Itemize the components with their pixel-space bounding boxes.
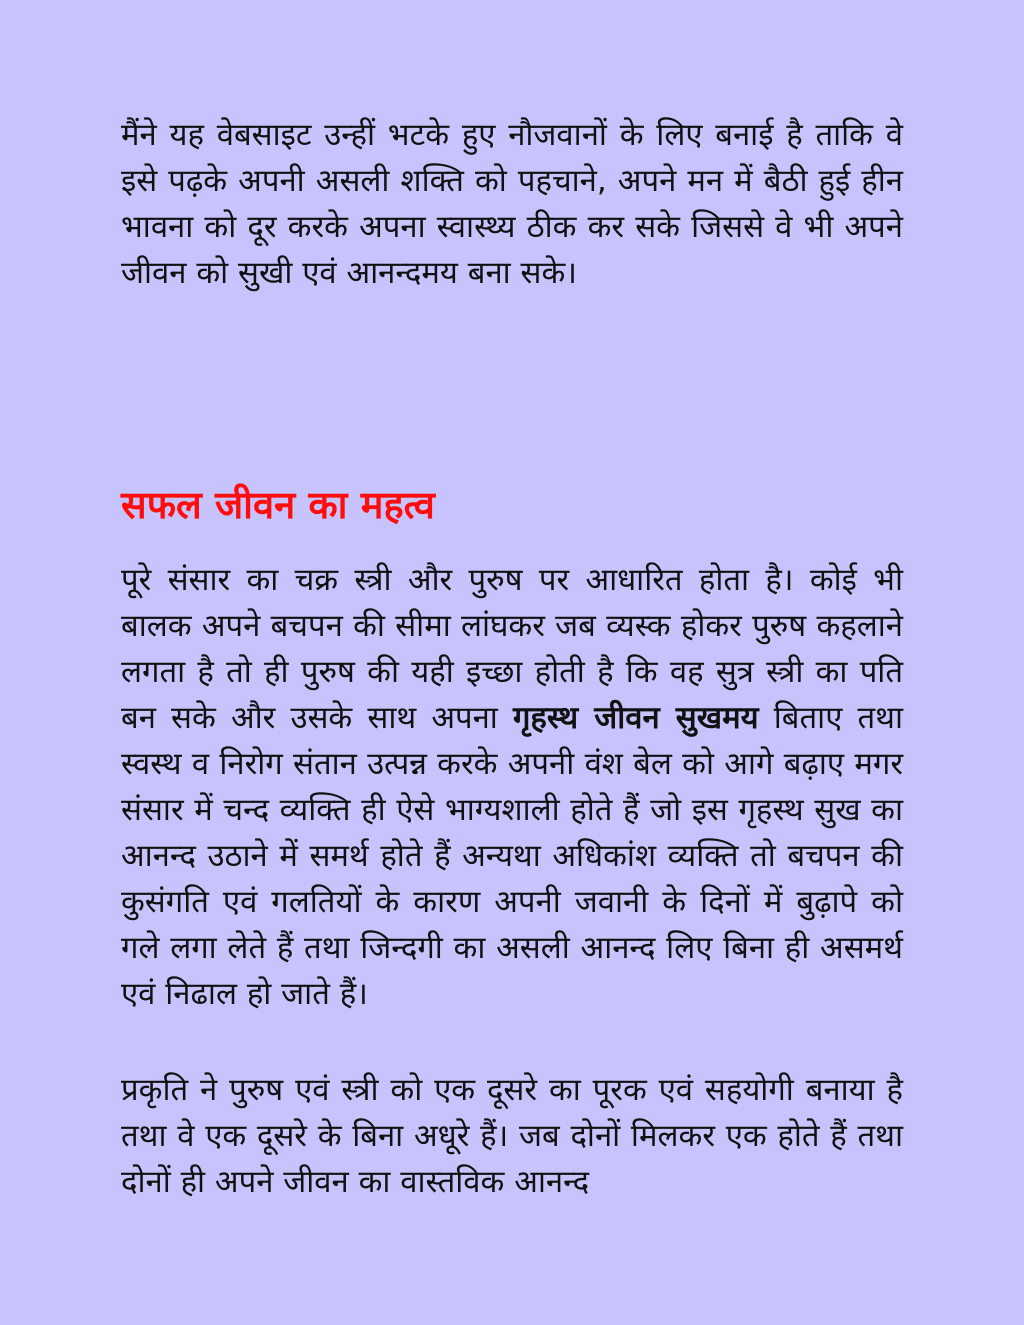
bold-phrase: गृहस्थ जीवन सुखमय [512, 700, 759, 736]
body-paragraph-2: प्रकृति ने पुरुष एवं स्त्री को एक दूसरे का पूरक एवं सहयोगी बनाया है तथा वे एक दूसरे के बिना अधूरे हैं। जब दोनों मिलकर एक होते हैं तथा दोनों ही अपने जीवन का वास्तविक आनन्द [121, 1072, 903, 1200]
body-paragraph-1 [121, 557, 903, 1017]
paragraph-text: बिताए तथा स्वस्थ व निरोग संतान उत्पन्न करके अपनी वंश बेल को आगे बढ़ाए मगर संसार में चन्द व्यक्ति ही ऐसे भाग्यशाली होते हैं जो इस गृहस्थ सुख का आनन्द उठाने में समर्थ होते हैं अन्यथा अधिकांश व्यक्ति तो बचपन की कुसंगति एवं गलतियों के कारण अपनी जवानी के दिनों में बुढ़ापे को गले लगा लेते हैं तथा जिन्दगी का असली आनन्द लिए बिना ही असमर्थ एवं निढाल हो जाते हैं। [121, 700, 903, 1012]
document-page [121, 112, 903, 1200]
section-heading: सफल जीवन का महत्व [121, 483, 435, 527]
paragraph-text: पूरे संसार का चक्र स्त्री और पुरुष पर आधारित होता है। कोई भी बालक अपने बचपन की सीमा लांघकर जब व्यस्क होकर पुरुष कहलाने लगता है तो ही पुरुष की यही इच्छा होती है कि वह सुत्र स्त्री का पति बन सके और उसके साथ अपना [121, 562, 903, 736]
intro-paragraph: मैंने यह वेबसाइट उन्हीं भटके हुए नौजवानों के लिए बनाई है ताकि वे इसे पढ़के अपनी असली शक्ति को पहचाने, अपने मन में बैठी हुई हीन भावना को दूर करके अपना स्वास्थ्य ठीक कर सके जिससे वे भी अपने जीवन को सुखी एवं आनन्दमय बना सके। [121, 117, 903, 291]
